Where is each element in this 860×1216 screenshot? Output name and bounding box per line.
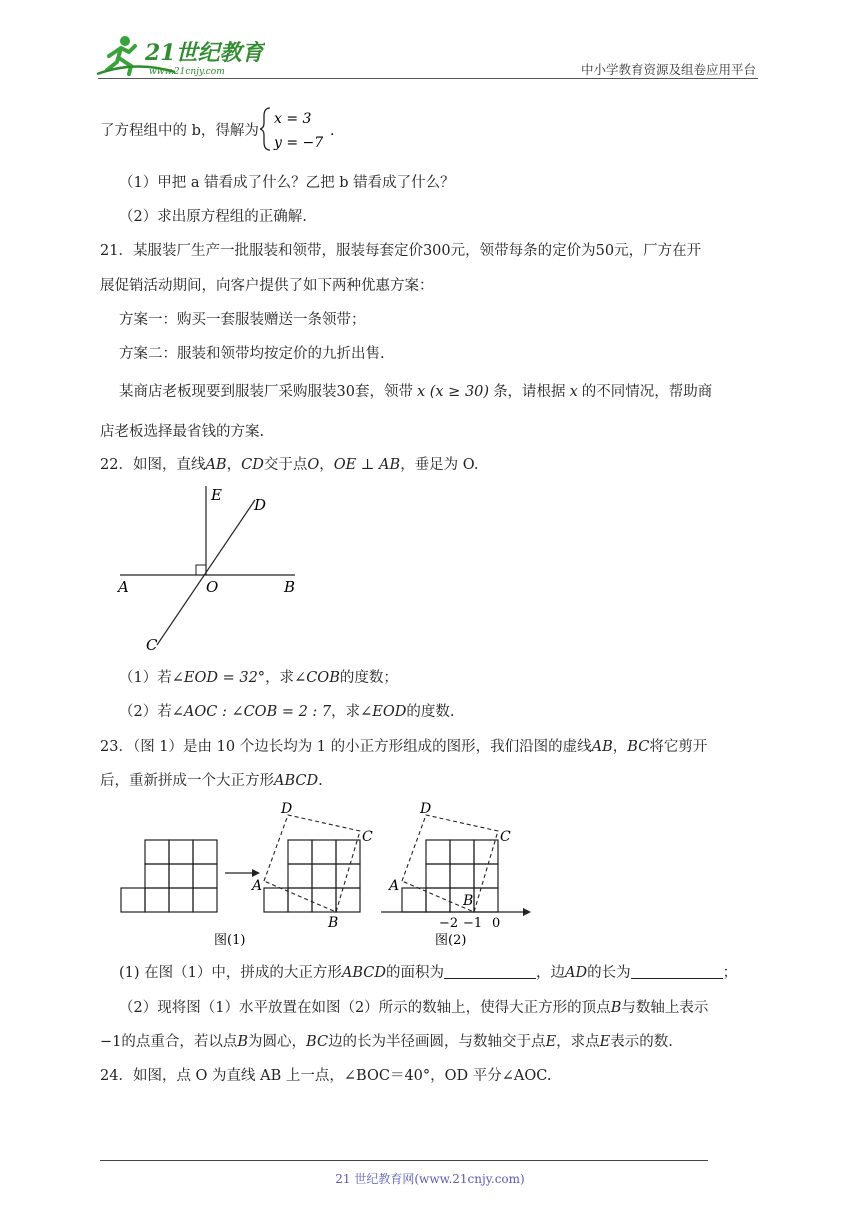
q23-p1c: ，边 — [536, 965, 565, 981]
label-c: C — [146, 636, 158, 654]
q21-l5d: 的不同情况，帮助商 — [581, 384, 713, 400]
q21-price-tie: 50 — [595, 243, 615, 259]
q23-ad: AD — [565, 965, 588, 981]
q23-part2-line2 — [100, 1032, 673, 1052]
q22-p2b: ，求 — [331, 704, 361, 720]
label-d: D — [254, 496, 267, 514]
q22-cd: CD — [241, 457, 264, 473]
header-divider — [98, 78, 758, 79]
q22-part1 — [119, 668, 398, 688]
q22-p2c: 的度数. — [406, 704, 455, 720]
q23-line1 — [100, 737, 707, 757]
q23-l1a: 23．（图 1）是由 10 个边长均为 1 的小正方形组成的图形，我们沿图的虚线 — [100, 739, 592, 755]
q21-line6: 店老板选择最省钱的方案. — [100, 424, 265, 440]
fig2-label-d: D — [420, 801, 432, 817]
q22-part2 — [119, 702, 455, 722]
answer-blank-length[interactable] — [631, 964, 723, 979]
q23-abcd: ABCD — [274, 773, 319, 789]
q21-var: x — [569, 384, 578, 400]
q22-l1b: 交于点 — [263, 457, 308, 473]
footer-divider — [100, 1160, 708, 1161]
q23-l2a: 后，重新拼成一个大正方形 — [100, 773, 274, 789]
q21-plan1: 方案一：购买一套服装赠送一条领带； — [119, 312, 366, 328]
q22-p1a: （1）若 — [119, 670, 172, 686]
q22-p2a: （2）若 — [119, 704, 172, 720]
q23-l2b: . — [318, 773, 323, 789]
q23-figure2 — [375, 797, 535, 952]
q22-p1m2: ∠COB — [294, 670, 340, 686]
number-axis — [381, 908, 531, 916]
q21-suits: 30 — [336, 384, 355, 400]
q20-intro: 了方程组中的 b，得解为 — [100, 123, 259, 139]
q22-p1b: ，求 — [265, 670, 295, 686]
axis-tick-neg1: −1 — [463, 916, 483, 931]
axis-tick-neg2: −2 — [439, 916, 459, 931]
q23-p1-abcd: ABCD — [341, 965, 386, 981]
q23-p1b: 的面积为 — [386, 965, 444, 981]
q21-line2: 展促销活动期间，向客户提供了如下两种优惠方案： — [100, 278, 434, 294]
q23-figure1 — [110, 797, 380, 952]
label-b: B — [284, 578, 296, 596]
fig1-grid-left — [121, 840, 217, 912]
q23-b2: B — [237, 1034, 249, 1050]
q23-part2-line1 — [119, 998, 708, 1018]
q23-bc2: BC — [306, 1034, 329, 1050]
q20-intro-line — [100, 121, 259, 141]
fig2-label-b: B — [463, 893, 474, 909]
q20-sys-y: y = −7 — [274, 135, 324, 151]
q23-p2f: ，求点 — [556, 1034, 600, 1050]
q21-line5 — [119, 382, 712, 402]
q23-ab: AB — [591, 739, 613, 755]
fig1-label-b: B — [328, 915, 339, 931]
q23-p2b: 与数轴上表示 — [621, 1000, 709, 1016]
q22-sep: ， — [226, 457, 242, 473]
q21-l5a: 某商店老板现要到服装厂采购服装 — [119, 384, 337, 400]
q23-l1b: 将它剪开 — [649, 739, 708, 755]
q22-l1a: 22．如图，直线 — [100, 457, 206, 473]
q21-plan2: 方案二：服装和领带均按定价的九折出售. — [119, 346, 385, 362]
q22-line1: 22．如图，直线AB，CD交于点O，OE ⊥ AB，垂足为 O. — [100, 457, 479, 473]
q22-p2m: ∠AOC : ∠COB = 2 : 7 — [171, 704, 332, 720]
q21-l1b: 元，领带每条的定价为 — [450, 243, 596, 259]
q21-l5c: 条，请根据 — [493, 384, 566, 400]
q23-bc: BC — [627, 739, 650, 755]
q21-price-suit: 300 — [422, 243, 451, 259]
q23-p2c: 的点重合，若以点 — [121, 1034, 238, 1050]
q23-e2: E — [599, 1034, 611, 1050]
q20-equation-system — [260, 104, 340, 154]
q20-period: . — [330, 123, 335, 139]
label-a: A — [118, 578, 129, 596]
q23-p2g: 表示的数. — [610, 1034, 673, 1050]
q20-part2: （2）求出原方程组的正确解. — [119, 209, 307, 225]
q23-b: B — [610, 1000, 622, 1016]
axis-arrow-icon — [523, 908, 531, 916]
q22-o: O — [307, 457, 320, 473]
q23-p1a: (1) 在图（1）中，拼成的大正方形 — [119, 965, 342, 981]
q23-p1e: ； — [722, 965, 738, 981]
label-e: E — [211, 486, 222, 504]
q21-l1c: 元，厂方在开 — [614, 243, 702, 259]
q22-p2m2: ∠EOD — [360, 704, 407, 720]
q23-e: E — [545, 1034, 557, 1050]
q23-line2 — [100, 771, 323, 791]
q22-p1m: ∠EOD = 32° — [171, 670, 266, 686]
q23-sep: ， — [612, 739, 628, 755]
right-angle-mark — [196, 565, 206, 575]
q23-p2a: （2）现将图（1）水平放置在如图（2）所示的数轴上，使得大正方形的顶点 — [119, 1000, 611, 1016]
site-logo — [95, 30, 265, 78]
axis-tick-0: 0 — [492, 916, 501, 931]
q20-part1: （1）甲把 a 错看成了什么？乙把 b 错看成了什么？ — [119, 175, 455, 191]
q23-p2d: 为圆心， — [248, 1034, 307, 1050]
logo-text: 21世纪教育 — [145, 40, 264, 66]
fig1-label-d: D — [281, 801, 293, 817]
arrow-icon — [225, 869, 260, 877]
q22-figure — [110, 482, 310, 657]
logo-url: www.21cnjy.com — [149, 67, 225, 77]
q24-line1: 24．如图，点 O 为直线 AB 上一点，∠BOC＝40°，OD 平分∠AOC. — [100, 1068, 552, 1084]
q23-neg1: −1 — [100, 1034, 122, 1050]
fig2-caption: 图(2) — [435, 933, 467, 948]
q21-condition: x (x ≥ 30) — [416, 384, 490, 400]
q23-part1 — [119, 963, 737, 983]
q23-p1d: 的长为 — [587, 965, 631, 981]
q22-l1c: ，垂足为 O. — [400, 457, 479, 473]
answer-blank-area[interactable] — [444, 964, 536, 979]
q22-p1c: 的度数； — [339, 670, 398, 686]
fig2-label-c: C — [500, 829, 511, 845]
q23-p2e: 边的长为半径画圆，与数轴交于点 — [328, 1034, 546, 1050]
fig1-label-a: A — [252, 878, 263, 894]
fig1-label-c: C — [362, 829, 373, 845]
footer-link[interactable]: 21 世纪教育网(www.21cnjy.com) — [335, 1172, 525, 1186]
q22-ab: AB — [205, 457, 227, 473]
q20-sys-x: x = 3 — [274, 111, 312, 127]
platform-name: 中小学教育资源及组卷应用平台 — [580, 62, 756, 77]
q21-l5b: 套，领带 — [354, 384, 413, 400]
q21-line1 — [100, 241, 701, 261]
q21-l1a: 21．某服装厂生产一批服装和领带，服装每套定价 — [100, 243, 423, 259]
fig1-caption: 图(1) — [214, 933, 246, 948]
fig2-label-a: A — [389, 878, 400, 894]
label-o: O — [206, 578, 219, 596]
q22-perp: OE ⊥ AB — [333, 457, 401, 473]
